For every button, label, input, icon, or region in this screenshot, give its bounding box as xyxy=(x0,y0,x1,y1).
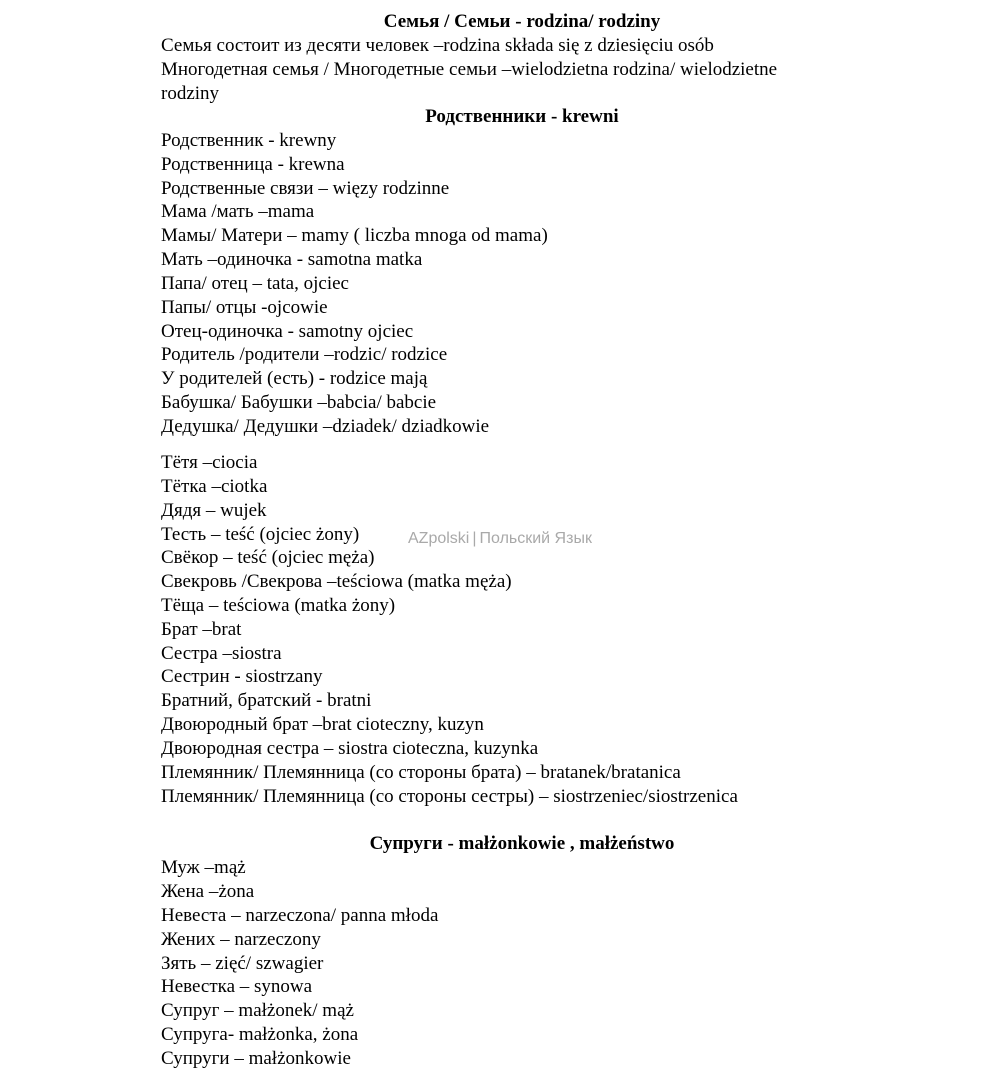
spouses-line: Жених – narzeczony xyxy=(161,929,321,950)
relatives-line: Сестрин - siostrzany xyxy=(161,666,323,687)
relatives-line: Родственница - krewna xyxy=(161,154,345,175)
relatives-line: Мама /мать –mama xyxy=(161,201,315,222)
relatives-line: Бабушка/ Бабушки –babcia/ babcie xyxy=(161,392,437,413)
relatives-line: Сестра –siostra xyxy=(161,643,282,664)
relatives-line: Мамы/ Матери – mamy ( liczba mnoga od mama) xyxy=(161,225,548,246)
spouses-line: Зять – zięć/ szwagier xyxy=(161,953,324,974)
watermark-subtitle: Польский Язык xyxy=(479,530,592,547)
spouses-line: Жена –żona xyxy=(161,881,255,902)
family-line-2: Многодетная семья / Многодетные семьи –wielodzietna rodzina/ wielodzietne xyxy=(161,59,778,80)
relatives-line: Родственные связи – więzy rodzinne xyxy=(161,178,450,199)
heading-relatives: Родственники - krewni xyxy=(425,106,619,127)
spouses-line: Невеста – narzeczona/ panna młoda xyxy=(161,905,439,926)
relatives-line: Племянник/ Племянница (со стороны брата) – bratanek/bratanica xyxy=(161,762,681,783)
relatives-line: Двоюродный брат –brat cioteczny, kuzyn xyxy=(161,714,484,735)
watermark xyxy=(408,528,592,550)
relatives-line: Братний, братский - bratni xyxy=(161,690,372,711)
relatives-line: Тёща – teściowa (matka żony) xyxy=(161,595,396,616)
relatives-line: Тётя –ciocia xyxy=(161,452,258,473)
heading-family: Семья / Семьи - rodzina/ rodziny xyxy=(383,11,661,32)
relatives-line: Родитель /родители –rodzic/ rodzice xyxy=(161,344,448,365)
family-line-1: Семья состоит из десяти человек –rodzina składa się z dziesięciu osób xyxy=(161,35,714,56)
relatives-line: Племянник/ Племянница (со стороны сестры) – siostrzeniec/siostrzenica xyxy=(161,786,738,807)
relatives-line: Отец-одиночка - samotny ojciec xyxy=(161,321,414,342)
relatives-line: Свекровь /Свекрова –teściowa (matka męża) xyxy=(161,571,512,592)
relatives-line: Папа/ отец – tata, ojciec xyxy=(161,273,349,294)
watermark-brand: AZpolski xyxy=(408,530,470,547)
relatives-line: Родственник - krewny xyxy=(161,130,337,151)
relatives-line: Свёкор – teść (ojciec męża) xyxy=(161,547,375,568)
relatives-line: Дедушка/ Дедушки –dziadek/ dziadkowie xyxy=(161,416,490,437)
relatives-line: Двоюродная сестра – siostra cioteczna, kuzynka xyxy=(161,738,539,759)
relatives-line: У родителей (есть) - rodzice mają xyxy=(161,368,428,389)
spouses-line: Супруг – małżonek/ mąż xyxy=(161,1000,354,1021)
family-line-3: rodziny xyxy=(161,83,220,104)
relatives-line: Папы/ отцы -ojcowie xyxy=(161,297,328,318)
relatives-line: Дядя – wujek xyxy=(161,500,267,521)
spouses-line: Муж –mąż xyxy=(161,857,246,878)
watermark-separator: | xyxy=(472,530,477,547)
relatives-line: Тесть – teść (ojciec żony) xyxy=(161,524,360,545)
spouses-line: Невестка – synowa xyxy=(161,976,313,997)
spouses-line: Супруга- małżonka, żona xyxy=(161,1024,359,1045)
relatives-line: Мать –одиночка - samotna matka xyxy=(161,249,423,270)
spouses-line: Супруги – małżonkowie xyxy=(161,1048,351,1069)
relatives-line: Тётка –ciotka xyxy=(161,476,268,497)
heading-spouses: Супруги - małżonkowie , małżeństwo xyxy=(369,833,675,854)
relatives-line: Брат –brat xyxy=(161,619,242,640)
